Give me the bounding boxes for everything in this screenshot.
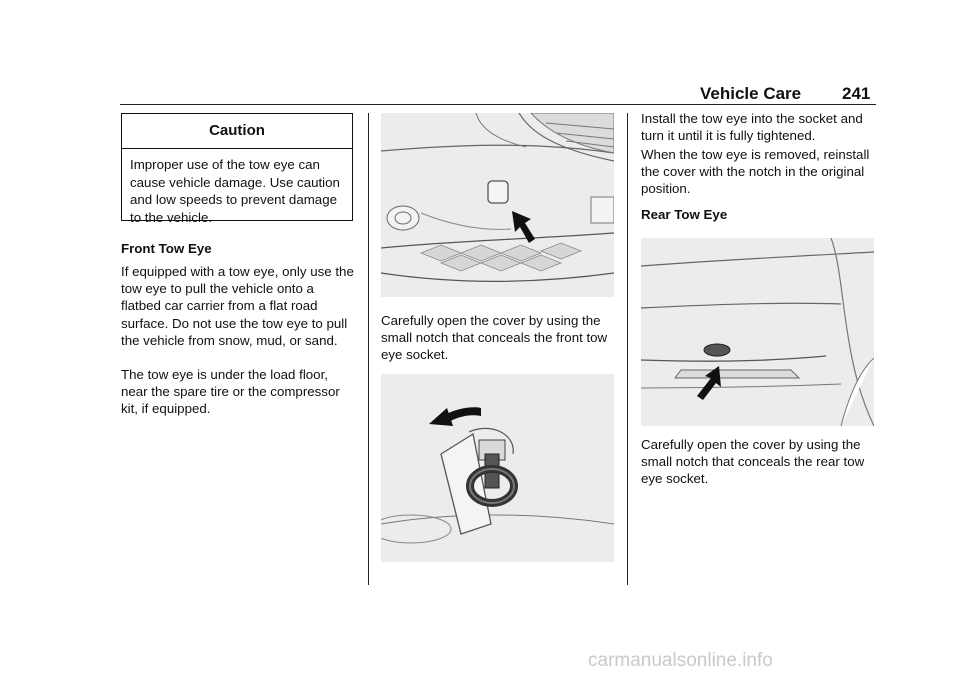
tow-eye-drawing bbox=[381, 374, 614, 562]
column-divider-2 bbox=[627, 113, 628, 585]
rear-bumper-drawing bbox=[641, 238, 874, 426]
rear-caption: Carefully open the cover by using the small notch that conceals the rear tow eye socket. bbox=[641, 437, 865, 487]
caution-box bbox=[121, 113, 353, 225]
tow-eye-install-illustration bbox=[381, 374, 614, 562]
rear-tow-eye-heading: Rear Tow Eye bbox=[641, 207, 728, 222]
front-tow-eye-paragraph-1: If equipped with a tow eye, only use the tow eye to pull the vehicle onto a flatbed car carrier from a flat road surface. Do not use the tow eye to pull the vehicle from snow, mud, or sand. bbox=[121, 264, 354, 348]
section-title: Vehicle Care bbox=[700, 84, 802, 103]
caution-text: Improper use of the tow eye can cause vehicle damage. Use caution and low speeds to prevent damage to the vehicle. bbox=[130, 157, 340, 225]
front-tow-eye-paragraph-2: The tow eye is under the load floor, near the spare tire or the compressor kit, if equipped. bbox=[121, 367, 340, 417]
caution-divider bbox=[122, 148, 352, 149]
header-rule bbox=[120, 104, 876, 105]
front-bumper-drawing bbox=[381, 113, 614, 297]
front-bumper-illustration bbox=[381, 113, 614, 297]
rear-bumper-illustration bbox=[641, 238, 874, 426]
front-caption: Carefully open the cover by using the small notch that conceals the front tow eye socket. bbox=[381, 313, 608, 363]
reinstall-paragraph: When the tow eye is removed, reinstall the cover with the notch in the original position. bbox=[641, 147, 870, 197]
page-number: 241 bbox=[842, 84, 871, 103]
column-divider-1 bbox=[368, 113, 369, 585]
caution-title: Caution bbox=[209, 122, 265, 139]
install-paragraph: Install the tow eye into the socket and turn it until it is fully tightened. bbox=[641, 111, 863, 144]
watermark: carmanualsonline.info bbox=[588, 650, 773, 671]
front-tow-eye-heading: Front Tow Eye bbox=[121, 241, 212, 256]
